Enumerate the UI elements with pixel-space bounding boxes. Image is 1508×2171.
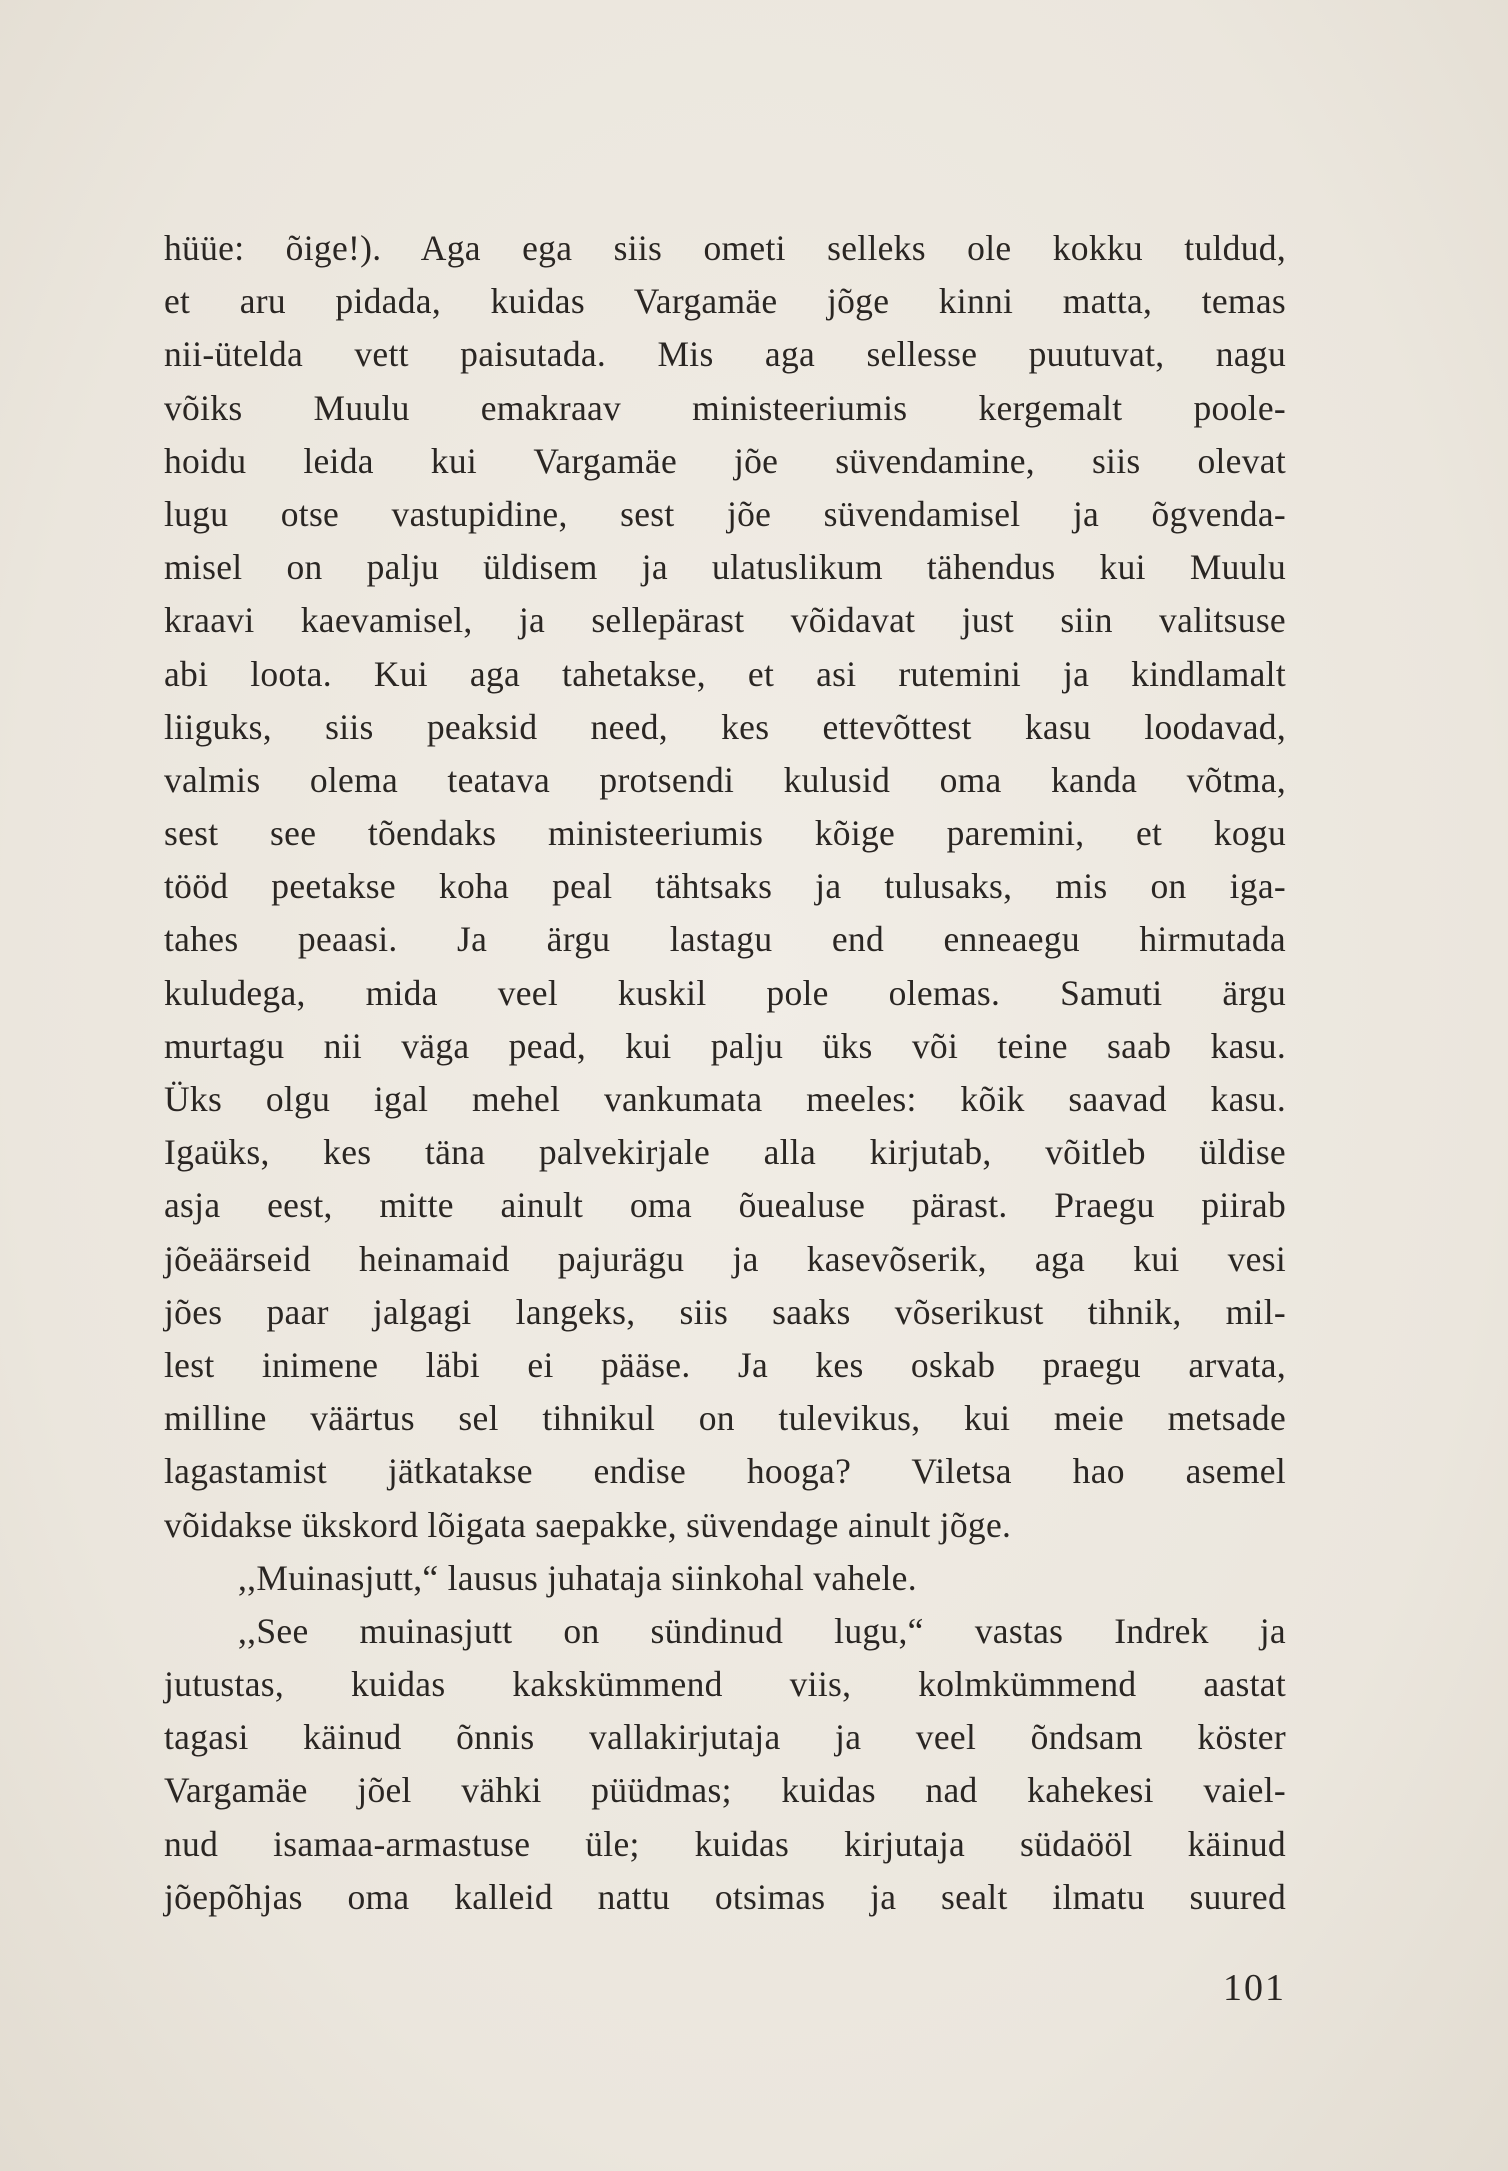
text-line: murtagu nii väga pead, kui palju üks või teine saab kasu. <box>164 1025 1286 1066</box>
text-line: võiks Muulu emakraav ministeeriumis kergemalt poole- <box>164 387 1286 428</box>
body-text <box>164 222 1286 1924</box>
text-line: jõepõhjas oma kalleid nattu otsimas ja sealt ilmatu suured <box>164 1876 1286 1917</box>
text-line: ,,Muinasjutt,“ lausus juhataja siinkohal vahele. <box>238 1557 917 1598</box>
text-line: nud isamaa-armastuse üle; kuidas kirjutaja südaööl käinud <box>164 1823 1286 1864</box>
text-line: ,,See muinasjutt on sündinud lugu,“ vastas Indrek ja <box>238 1610 1286 1651</box>
text-line: kraavi kaevamisel, ja sellepärast võidavat just siin valitsuse <box>164 600 1286 641</box>
text-line: valmis olema teatava protsendi kulusid oma kanda võtma, <box>164 759 1286 800</box>
text-line: asja eest, mitte ainult oma õuealuse pärast. Praegu piirab <box>164 1185 1286 1226</box>
text-line: et aru pidada, kuidas Vargamäe jõge kinni matta, temas <box>164 281 1286 322</box>
text-line: tagasi käinud õnnis vallakirjutaja ja veel õndsam köster <box>164 1717 1286 1758</box>
text-line: lest inimene läbi ei pääse. Ja kes oskab praegu arvata, <box>164 1344 1286 1385</box>
text-line: tahes peaasi. Ja ärgu lastagu end enneaegu hirmutada <box>164 919 1286 960</box>
text-line: tööd peetakse koha peal tähtsaks ja tulusaks, mis on iga- <box>164 866 1286 907</box>
text-line: võidakse ükskord lõigata saepakke, süvendage ainult jõge. <box>164 1504 1012 1545</box>
text-line: abi loota. Kui aga tahetakse, et asi rutemini ja kindlamalt <box>164 653 1286 694</box>
text-line: nii-ütelda vett paisutada. Mis aga sellesse puutuvat, nagu <box>164 334 1286 375</box>
text-line: lugu otse vastupidine, sest jõe süvendamisel ja õgvenda- <box>164 493 1286 534</box>
text-line: jutustas, kuidas kakskümmend viis, kolmkümmend aastat <box>164 1664 1286 1705</box>
text-line: jões paar jalgagi langeks, siis saaks võserikust tihnik, mil- <box>164 1291 1286 1332</box>
text-line: liiguks, siis peaksid need, kes ettevõttest kasu loodavad, <box>164 706 1286 747</box>
text-line: Üks olgu igal mehel vankumata meeles: kõik saavad kasu. <box>164 1079 1286 1119</box>
text-line: hoidu leida kui Vargamäe jõe süvendamine, siis olevat <box>164 440 1286 481</box>
text-line: Igaüks, kes täna palvekirjale alla kirjutab, võitleb üldise <box>164 1132 1286 1173</box>
text-line: Vargamäe jõel vähki püüdmas; kuidas nad kahekesi vaiel- <box>164 1770 1286 1811</box>
text-line: milline väärtus sel tihnikul on tulevikus, kui meie metsade <box>164 1398 1286 1439</box>
text-line: sest see tõendaks ministeeriumis kõige paremini, et kogu <box>164 813 1286 854</box>
text-line: misel on palju üldisem ja ulatuslikum tähendus kui Muulu <box>164 547 1286 588</box>
text-line: jõeäärseid heinamaid pajurägu ja kasevõserik, aga kui vesi <box>164 1238 1286 1279</box>
text-line: kuludega, mida veel kuskil pole olemas. Samuti ärgu <box>164 972 1286 1013</box>
page-number: 101 <box>1223 1967 1286 2009</box>
text-line: hüüe: õige!). Aga ega siis ometi selleks ole kokku tuldud, <box>164 228 1286 268</box>
text-line: lagastamist jätkatakse endise hooga? Viletsa hao asemel <box>164 1451 1286 1492</box>
